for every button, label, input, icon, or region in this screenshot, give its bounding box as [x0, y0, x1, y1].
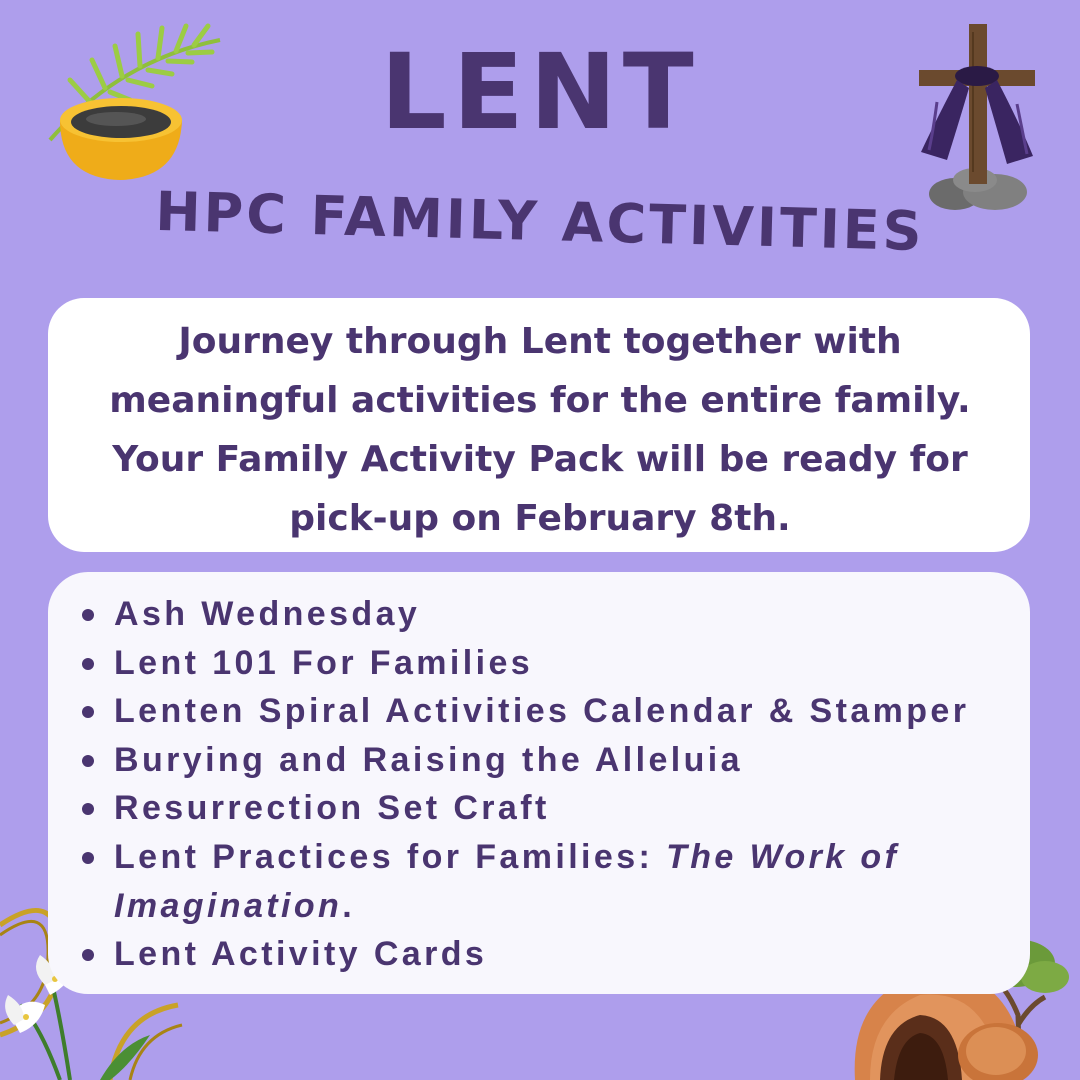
- list-item: [78, 784, 1028, 833]
- activity-label: Ash Wednesday: [114, 595, 421, 633]
- activity-label: Lent 101 For Families: [114, 643, 534, 682]
- activity-label: Lenten Spiral Activities Calendar & Stamper: [114, 692, 970, 731]
- page-title: LENT: [380, 31, 700, 153]
- intro-text: Journey through Lent together with meaningful activities for the entire family. Your Family Activity Pack will be ready for pick-up on February 8th.: [109, 321, 971, 539]
- activity-label: Resurrection Set Craft: [114, 789, 550, 828]
- list-item: [78, 590, 1028, 639]
- activity-label: Lent Activity Cards: [114, 935, 488, 974]
- activity-book-title: The Work of Imagination: [114, 837, 900, 925]
- page-subtitle: HPC FAMILY ACTIVITIES: [154, 179, 926, 264]
- list-item: [78, 639, 1028, 688]
- list-item: [78, 833, 1028, 930]
- activity-list: [78, 590, 1028, 979]
- activity-suffix: .: [342, 886, 356, 925]
- activity-label: Lent Practices for Families:: [114, 837, 667, 876]
- list-item: [78, 687, 1028, 736]
- list-item: [78, 736, 1028, 785]
- activity-label: Burying and Raising the Alleluia: [114, 740, 743, 779]
- list-item: [78, 930, 1028, 979]
